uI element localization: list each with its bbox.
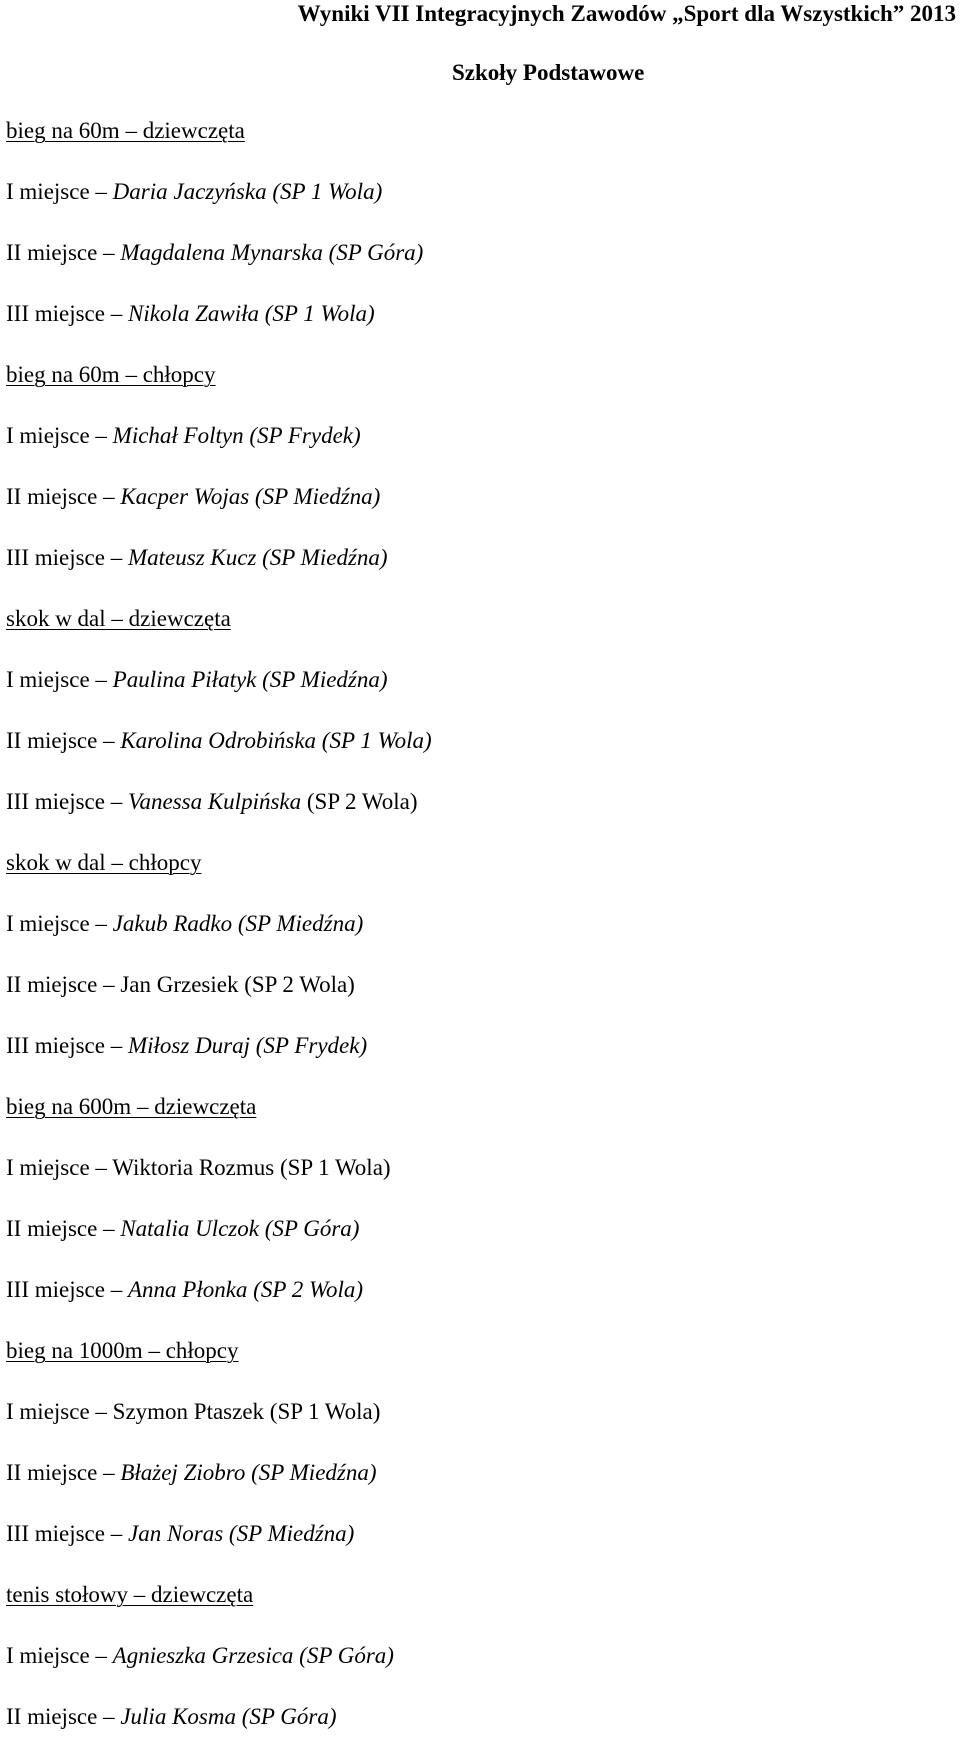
event-heading: skok w dal – chłopcy [6, 850, 202, 875]
place-label: II miejsce [6, 484, 98, 509]
place-label: I miejsce [6, 1643, 90, 1668]
place-label: III miejsce [6, 1521, 105, 1546]
result-row [6, 1029, 954, 1090]
result-row [6, 1517, 954, 1578]
competitor-name: Błażej Ziobro (SP Miedźna) [120, 1460, 377, 1485]
separator: – [95, 1643, 107, 1668]
place-label: I miejsce [6, 423, 90, 448]
place-label: II miejsce [6, 1704, 98, 1729]
competitor-school: (SP 2 Wola) [301, 789, 418, 814]
competitor-name: Szymon Ptaszek (SP 1 Wola) [112, 1399, 381, 1424]
competitor-name: Karolina Odrobińska (SP 1 Wola) [120, 728, 432, 753]
page-title: Wyniki VII Integracyjnych Zawodów „Sport dla Wszystkich” 2013 [297, 1, 956, 26]
result-row [6, 1273, 954, 1334]
event-heading: bieg na 1000m – chłopcy [6, 1338, 239, 1363]
competitor-name: Julia Kosma (SP Góra) [120, 1704, 337, 1729]
result-row [6, 1395, 954, 1456]
separator: – [103, 1216, 115, 1241]
separator: – [95, 1155, 107, 1180]
competitor-name: Magdalena Mynarska (SP Góra) [120, 240, 424, 265]
competitor-name: Wiktoria Rozmus (SP 1 Wola) [112, 1155, 391, 1180]
result-row [6, 968, 954, 1029]
place-label: I miejsce [6, 1155, 90, 1180]
result-row [6, 480, 954, 541]
competitor-name: Paulina Piłatyk (SP Miedźna) [112, 667, 388, 692]
place-label: III miejsce [6, 1277, 105, 1302]
place-label: II miejsce [6, 1460, 98, 1485]
separator: – [103, 728, 115, 753]
event-heading: tenis stołowy – dziewczęta [6, 1582, 254, 1607]
result-row [6, 541, 954, 602]
separator: – [95, 911, 107, 936]
separator: – [110, 1521, 123, 1546]
event-heading: bieg na 600m – dziewczęta [6, 1094, 257, 1119]
page-subtitle: Szkoły Podstawowe [452, 60, 645, 85]
place-label: II miejsce [6, 728, 98, 753]
separator: – [110, 1277, 123, 1302]
place-label: III miejsce [6, 789, 105, 814]
separator: – [103, 1704, 115, 1729]
place-label: II miejsce [6, 972, 98, 997]
place-label: III miejsce [6, 545, 105, 570]
event-heading: skok w dal – dziewczęta [6, 606, 231, 631]
result-row [6, 724, 954, 785]
competitor-name: Agnieszka Grzesica (SP Góra) [112, 1643, 394, 1668]
result-row [6, 1639, 954, 1700]
place-label: II miejsce [6, 240, 98, 265]
separator: – [103, 972, 115, 997]
result-row [6, 1456, 954, 1517]
competitor-name: Miłosz Duraj (SP Frydek) [127, 1033, 368, 1058]
competitor-name: Jan Noras (SP Miedźna) [127, 1521, 355, 1546]
separator: – [95, 423, 107, 448]
separator: – [110, 301, 123, 326]
separator: – [103, 484, 115, 509]
result-row [6, 419, 954, 480]
separator: – [95, 179, 107, 204]
competitor-name: Nikola Zawiła (SP 1 Wola) [127, 301, 375, 326]
separator: – [110, 545, 123, 570]
place-label: II miejsce [6, 1216, 98, 1241]
result-row [6, 1212, 954, 1273]
separator: – [95, 1399, 107, 1424]
competitor-name: Natalia Ulczok (SP Góra) [120, 1216, 360, 1241]
separator: – [103, 240, 115, 265]
place-label: I miejsce [6, 179, 90, 204]
result-row [6, 236, 954, 297]
place-label: III miejsce [6, 1033, 105, 1058]
results-list [6, 114, 954, 1761]
competitor-name: Jakub Radko (SP Miedźna) [112, 911, 364, 936]
separator: – [103, 1460, 115, 1485]
competitor-name: Jan Grzesiek (SP 2 Wola) [120, 972, 355, 997]
competitor-name: Vanessa Kulpińska [127, 789, 302, 814]
place-label: I miejsce [6, 1399, 90, 1424]
competitor-name: Kacper Wojas (SP Miedźna) [120, 484, 381, 509]
separator: – [110, 789, 123, 814]
competitor-name: Michał Foltyn (SP Frydek) [112, 423, 361, 448]
result-row [6, 785, 954, 846]
separator: – [95, 667, 107, 692]
place-label: I miejsce [6, 911, 90, 936]
competitor-name: Mateusz Kucz (SP Miedźna) [127, 545, 388, 570]
place-label: I miejsce [6, 667, 90, 692]
result-row [6, 663, 954, 724]
result-row [6, 297, 954, 358]
event-heading: bieg na 60m – chłopcy [6, 362, 216, 387]
result-row [6, 907, 954, 968]
competitor-name: Anna Płonka (SP 2 Wola) [127, 1277, 364, 1302]
result-row [6, 1700, 954, 1761]
separator: – [110, 1033, 123, 1058]
competitor-name: Daria Jaczyńska (SP 1 Wola) [112, 179, 383, 204]
result-row [6, 1151, 954, 1212]
place-label: III miejsce [6, 301, 105, 326]
event-heading: bieg na 60m – dziewczęta [6, 118, 245, 143]
result-row [6, 175, 954, 236]
